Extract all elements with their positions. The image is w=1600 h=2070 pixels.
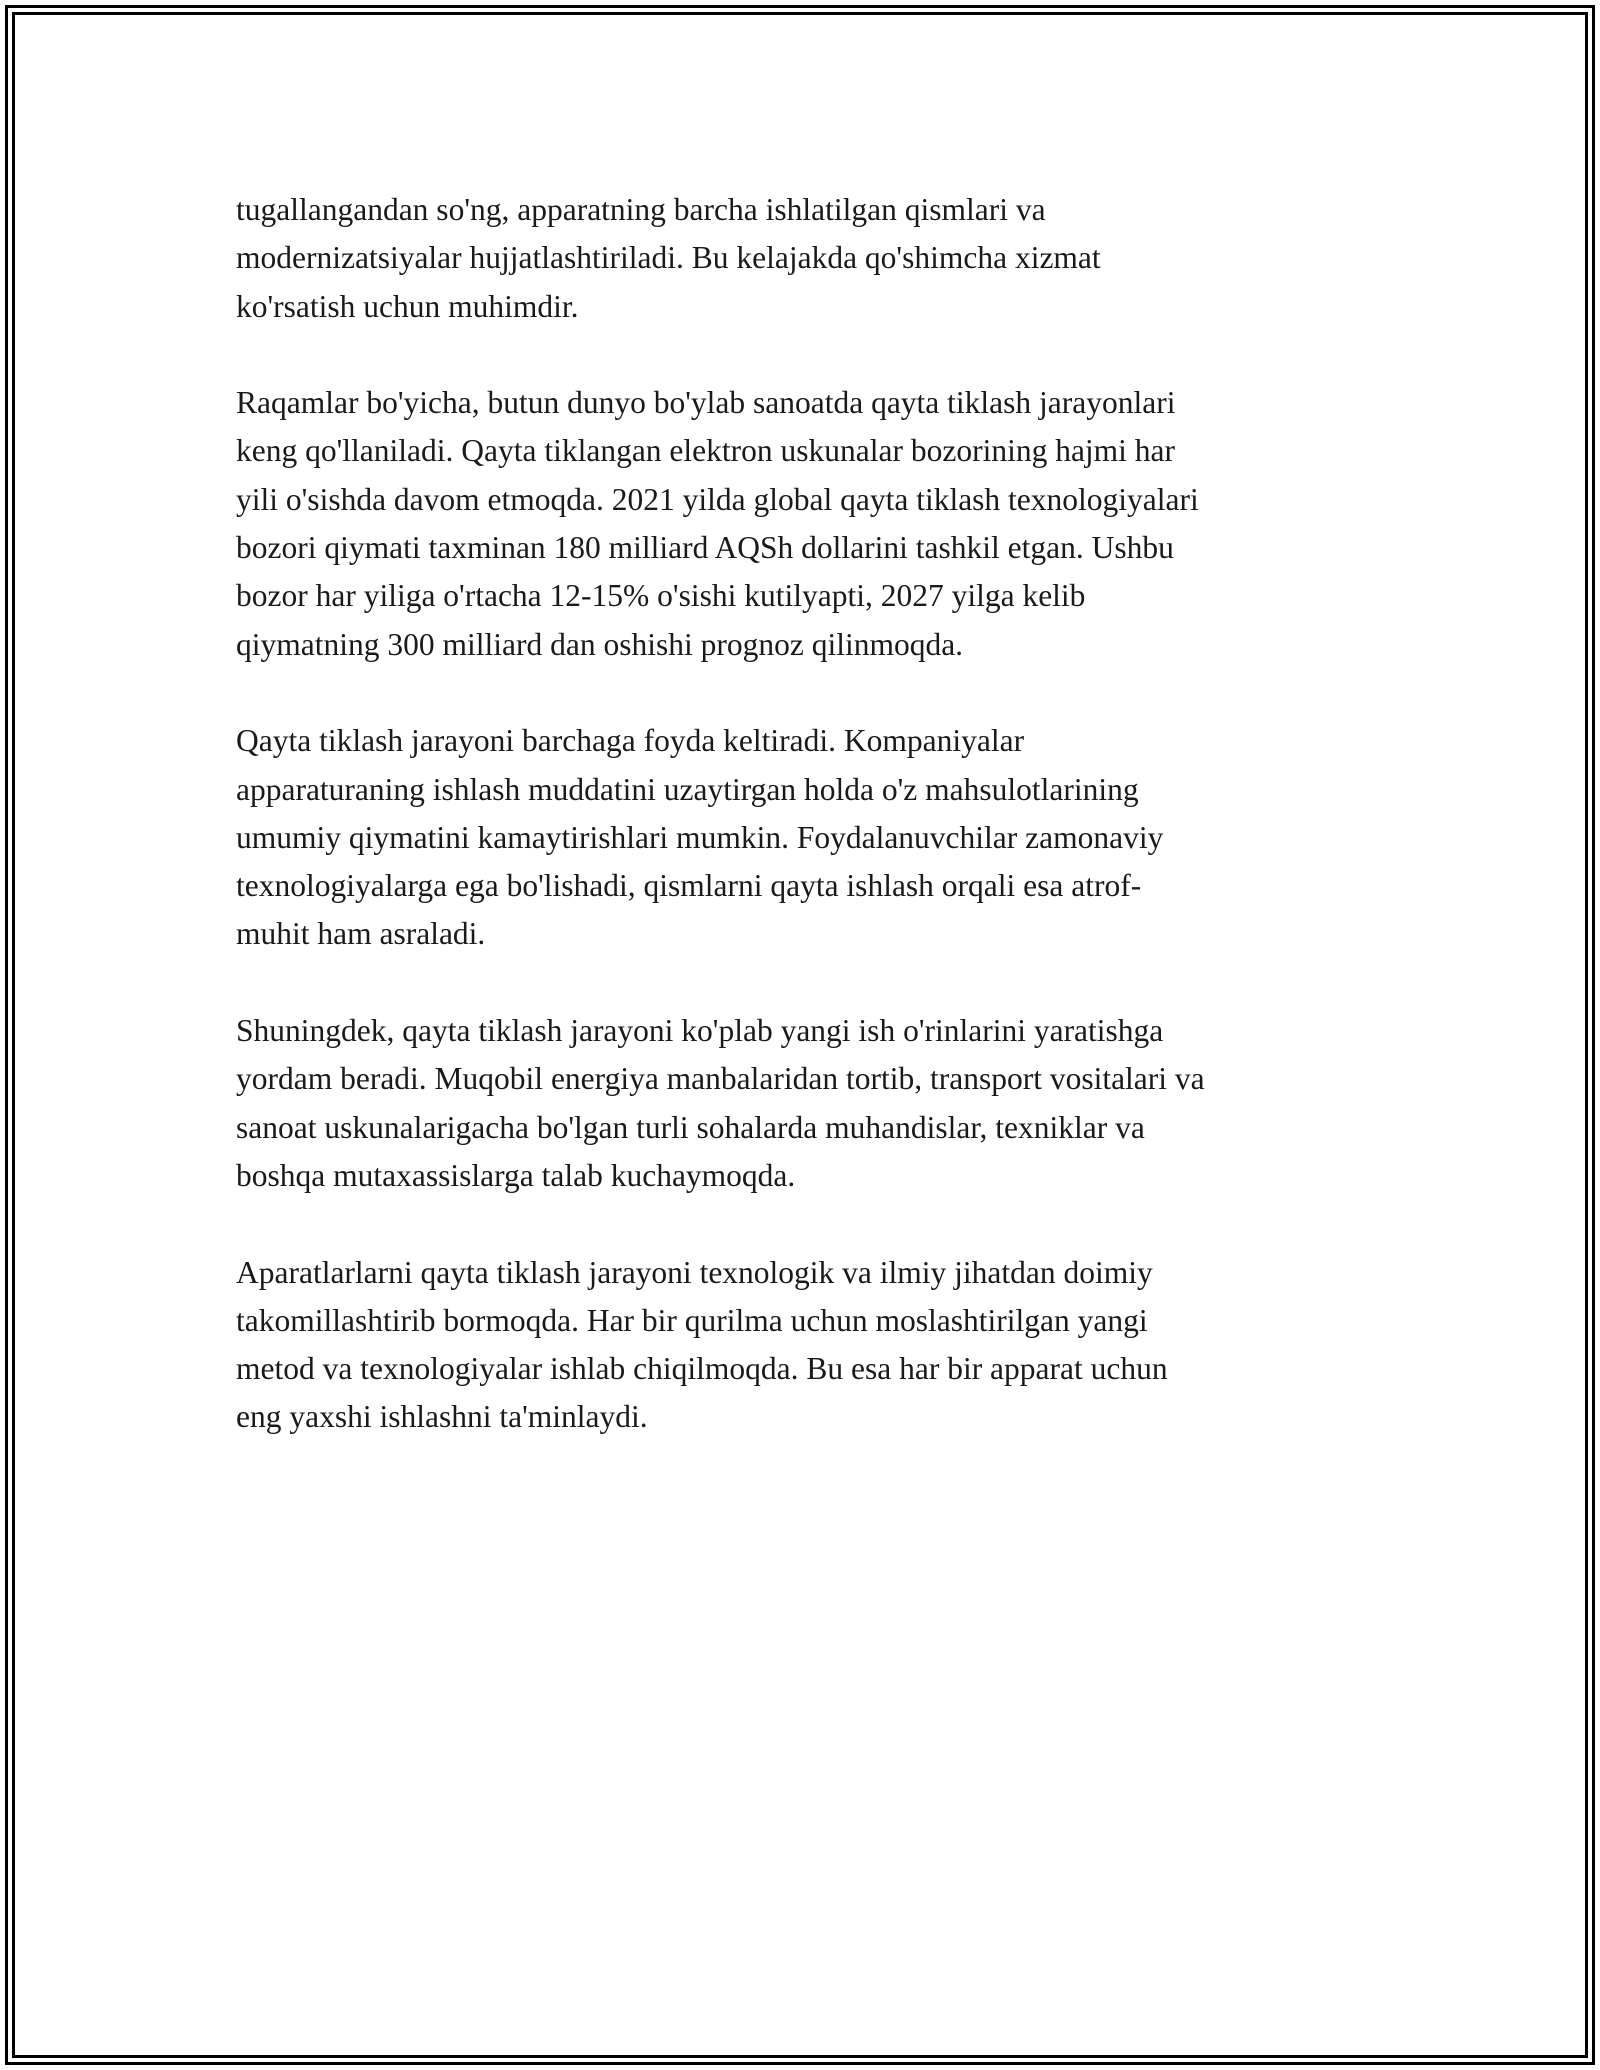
paragraph: tugallangandan so'ng, apparatning barcha ishlatilgan qismlari va modernizatsiyalar hujjatlashtiriladi. Bu kelajakda qo'shimcha xizmat ko'rsatish uchun muhimdir. (236, 192, 1101, 324)
document-body (236, 186, 1396, 1490)
paragraph: Shuningdek, qayta tiklash jarayoni ko'plab yangi ish o'rinlarini yaratishga yordam beradi. Muqobil energiya manbalaridan tortib, transport vositalari va sanoat uskunalarigacha bo'lgan turli sohalarda muhandislar, texniklar va boshqa mutaxassislarga talab kuchaymoqda. (236, 1013, 1205, 1193)
paragraph: Qayta tiklash jarayoni barchaga foyda keltiradi. Kompaniyalar apparaturaning ishlash muddatini uzaytirgan holda o'z mahsulotlarining umumiy qiymatini kamaytirishlari mumkin. Foydalanuvchilar zamonaviy texnologiyalarga ega bo'lishadi, qismlarni qayta ishlash orqali esa atrof- muhit ham asraladi. (236, 723, 1164, 952)
paragraph: Aparatlarlarni qayta tiklash jarayoni texnologik va ilmiy jihatdan doimiy takomillashtirib bormoqda. Har bir qurilma uchun moslashtirilgan yangi metod va texnologiyalar ishlab chiqilmoqda. Bu esa har bir apparat uchun eng yaxshi ishlashni ta'minlaydi. (236, 1254, 1168, 1435)
paragraph: Raqamlar bo'yicha, butun dunyo bo'ylab sanoatda qayta tiklash jarayonlari keng qo'llaniladi. Qayta tiklangan elektron uskunalar bozorining hajmi har yili o'sishda davom etmoqda. 2021 yilda global qayta tiklash texnologiyalari bozori qiymati taxminan 180 milliard AQSh dollarini tashkil etgan. Ushbu bozor har yiliga o'rtacha 12-15% o'sishi kutilyapti, 2027 yilga kelib qiymatning 300 milliard dan oshishi prognoz qilinmoqda. (236, 385, 1199, 662)
